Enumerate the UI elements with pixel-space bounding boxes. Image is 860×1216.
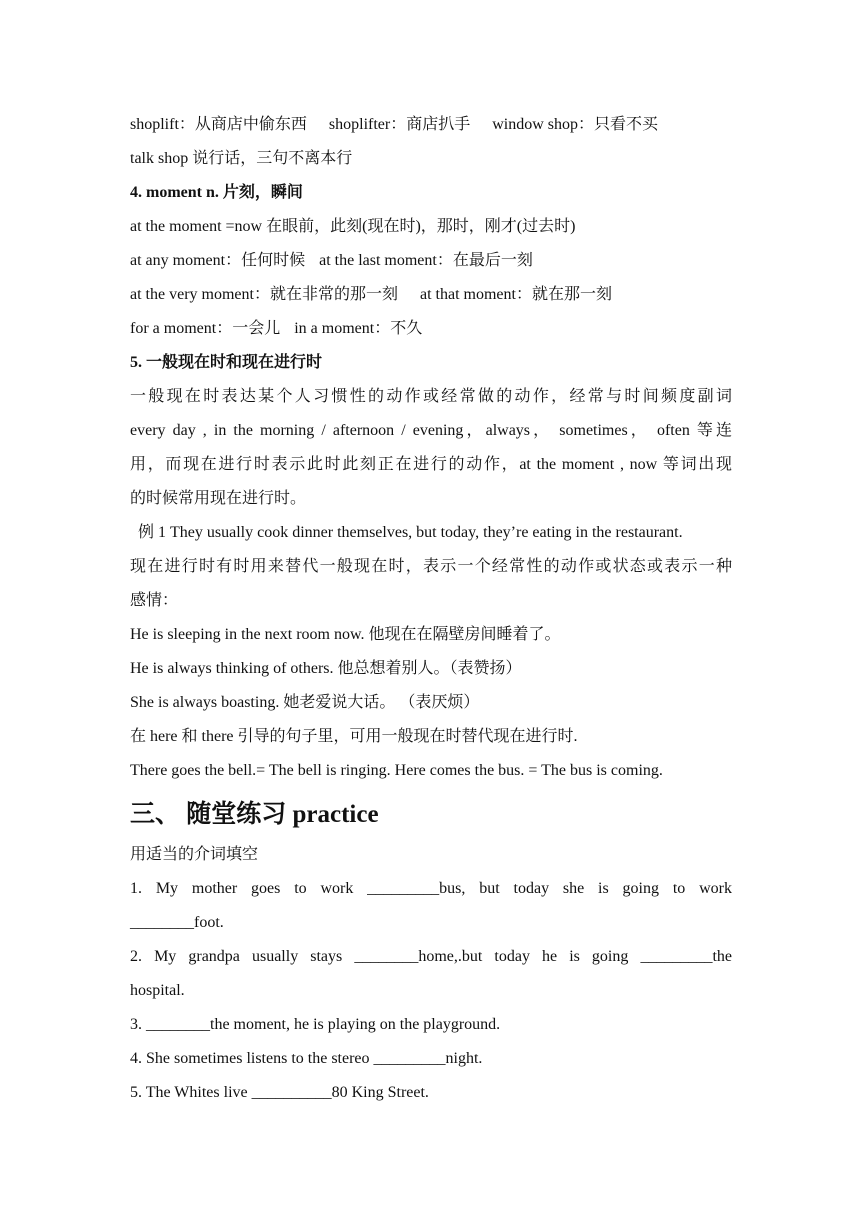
vocab-for-a-moment: for a moment：一会儿 (130, 320, 281, 337)
question-2-line-1: 2. My grandpa usually stays ________home,.but today he is going _________the (130, 948, 732, 965)
question-1-line-1: 1. My mother goes to work _________bus, but today she is going to work (130, 880, 732, 897)
progressive-usage-line-2: 感情： (130, 592, 179, 609)
vocab-at-any-moment: at any moment：任何时候 (130, 252, 306, 269)
practice-instruction: 用适当的介词填空 (130, 846, 259, 863)
question-3: 3. ________the moment, he is playing on the playground. (130, 1016, 501, 1033)
example-sentence-thinking: He is always thinking of others. 他总想着别人。（表赞扬） (130, 660, 522, 677)
vocab-line-for-a-moment (130, 312, 732, 346)
tense-paragraph-line-3: 用，而现在进行时表示此时此刻正在进行的动作，at the moment , now 等词出现 (130, 456, 732, 473)
vocab-at-that-moment: at that moment：就在那一刻 (419, 286, 612, 303)
example-sentence-boasting: She is always boasting. 她老爱说大话。 （表厌烦） (130, 694, 480, 711)
example-sentence-sleeping: He is sleeping in the next room now. 他现在在隔壁房间睡着了。 (130, 626, 561, 643)
heading-moment: 4. moment n. 片刻，瞬间 (130, 184, 303, 201)
vocab-at-very-moment: at the very moment：就在非常的那一刻 (130, 286, 398, 303)
question-1-line-2: ________foot. (130, 914, 224, 931)
vocab-line-very-moment (130, 278, 732, 312)
example-1: 例 1 They usually cook dinner themselves, but today, they’re eating in the restaurant. (138, 524, 683, 541)
progressive-usage-line-1: 现在进行时有时用来替代一般现在时，表示一个经常性的动作或状态或表示一种 (130, 558, 732, 575)
example-sentence-bell-bus: There goes the bell.= The bell is ringing. Here comes the bus. = The bus is coming. (130, 762, 663, 779)
practice-section-title: 三、 随堂练习 practice (130, 801, 379, 828)
tense-paragraph-line-4: 的时候常用现在进行时。 (130, 490, 307, 507)
tense-paragraph-line-1: 一般现在时表达某个人习惯性的动作或经常做的动作，经常与时间频度副词 (130, 388, 732, 405)
vocab-window-shop: window shop：只看不买 (492, 116, 659, 133)
vocab-at-last-moment: at the last moment：在最后一刻 (319, 252, 533, 269)
vocab-line-shoplift (130, 108, 732, 142)
vocab-shoplifter: shoplifter：商店扒手 (328, 116, 471, 133)
vocab-at-the-moment: at the moment =now 在眼前，此刻(现在时)，那时，刚才(过去时) (130, 218, 576, 235)
vocab-talk-shop: talk shop 说行话，三句不离本行 (130, 150, 353, 167)
heading-tenses: 5. 一般现在时和现在进行时 (130, 354, 323, 371)
tense-paragraph-line-2: every day , in the morning / afternoon / evening，always， sometimes， often 等连 (130, 422, 732, 439)
vocab-in-a-moment: in a moment：不久 (294, 320, 423, 337)
here-there-rule: 在 here 和 there 引导的句子里，可用一般现在时替代现在进行时. (130, 728, 578, 745)
vocab-line-any-moment (130, 244, 732, 278)
question-4: 4. She sometimes listens to the stereo _________night. (130, 1050, 483, 1067)
document-content (130, 108, 732, 1110)
vocab-shoplift: shoplift：从商店中偷东西 (130, 116, 307, 133)
question-2-line-2: hospital. (130, 982, 185, 999)
question-5: 5. The Whites live __________80 King Street. (130, 1084, 429, 1101)
